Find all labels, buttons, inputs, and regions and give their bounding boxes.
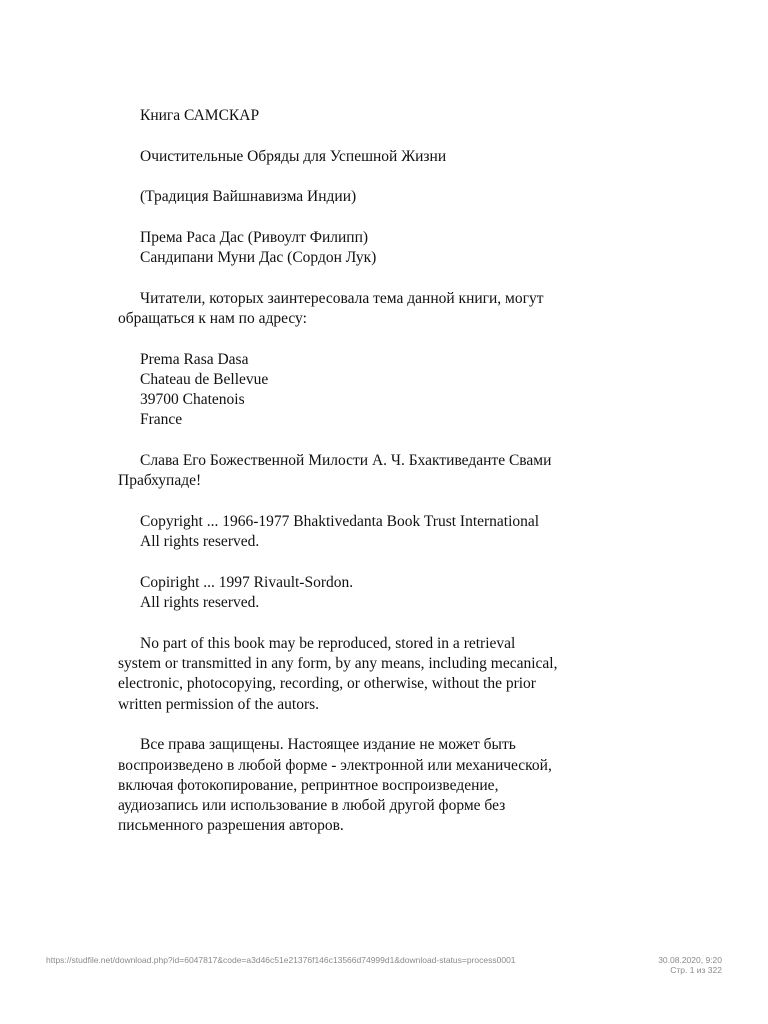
copyright-authors-line: Copiright ... 1997 Rivault-Sordon. [140,573,354,591]
source-url: https://studfile.net/download.php?id=6047817&code=a3d46c51e21376f146c13566d74999d1&download-status=process0001 [46,955,516,965]
page-counter: Стр. 1 из 322 [670,965,722,975]
author-line: Сандипани Муни Дас (Сордон Лук) [140,249,377,267]
copyright-bbt [118,512,558,553]
print-meta [658,955,722,975]
readers-note: Читатели, которых заинтересовала тема данной книги, могут обращаться к нам по адресу: [118,289,544,327]
copyright-bbt-line: Copyright ... 1966-1977 Bhaktivedanta Book Trust International [140,512,540,530]
glory-paragraph: Слава Его Божественной Милости А. Ч. Бхактиведанте Свами Прабхупаде! [118,452,552,490]
address-line: Chateau de Bellevue [140,370,269,388]
notice-english: No part of this book may be reproduced, stored in a retrieval system or transmitted in any form, by any means, including mecanical, electronic, photocopying, recording, or otherwise, without the prior written permission of the autors. [118,634,558,713]
address-block [118,350,558,431]
copyright-authors-rights: All rights reserved. [140,594,260,612]
notice-russian: Все права защищены. Настоящее издание не может быть воспроизведено в любой форме - электронной или механической, включая фотокопирование, репринтное воспроизведение, аудиозапись или использование в любой другой форме без письменного разрешения авторов. [118,736,552,835]
address-line: 39700 Chatenois [140,391,245,409]
book-tradition: (Традиция Вайшнавизма Индии) [140,188,357,206]
book-title: Книга САМСКАР [140,107,260,124]
address-line: Prema Rasa Dasa [140,350,249,368]
print-datetime: 30.08.2020, 9:20 [658,955,722,965]
copyright-authors [118,573,558,614]
authors-block [118,228,558,269]
book-subtitle: Очистительные Обряды для Успешной Жизни [140,147,447,165]
author-line: Према Раса Дас (Ривоулт Филипп) [140,228,369,246]
address-line: France [140,411,183,429]
document-page [118,106,558,857]
copyright-bbt-rights: All rights reserved. [140,533,260,551]
